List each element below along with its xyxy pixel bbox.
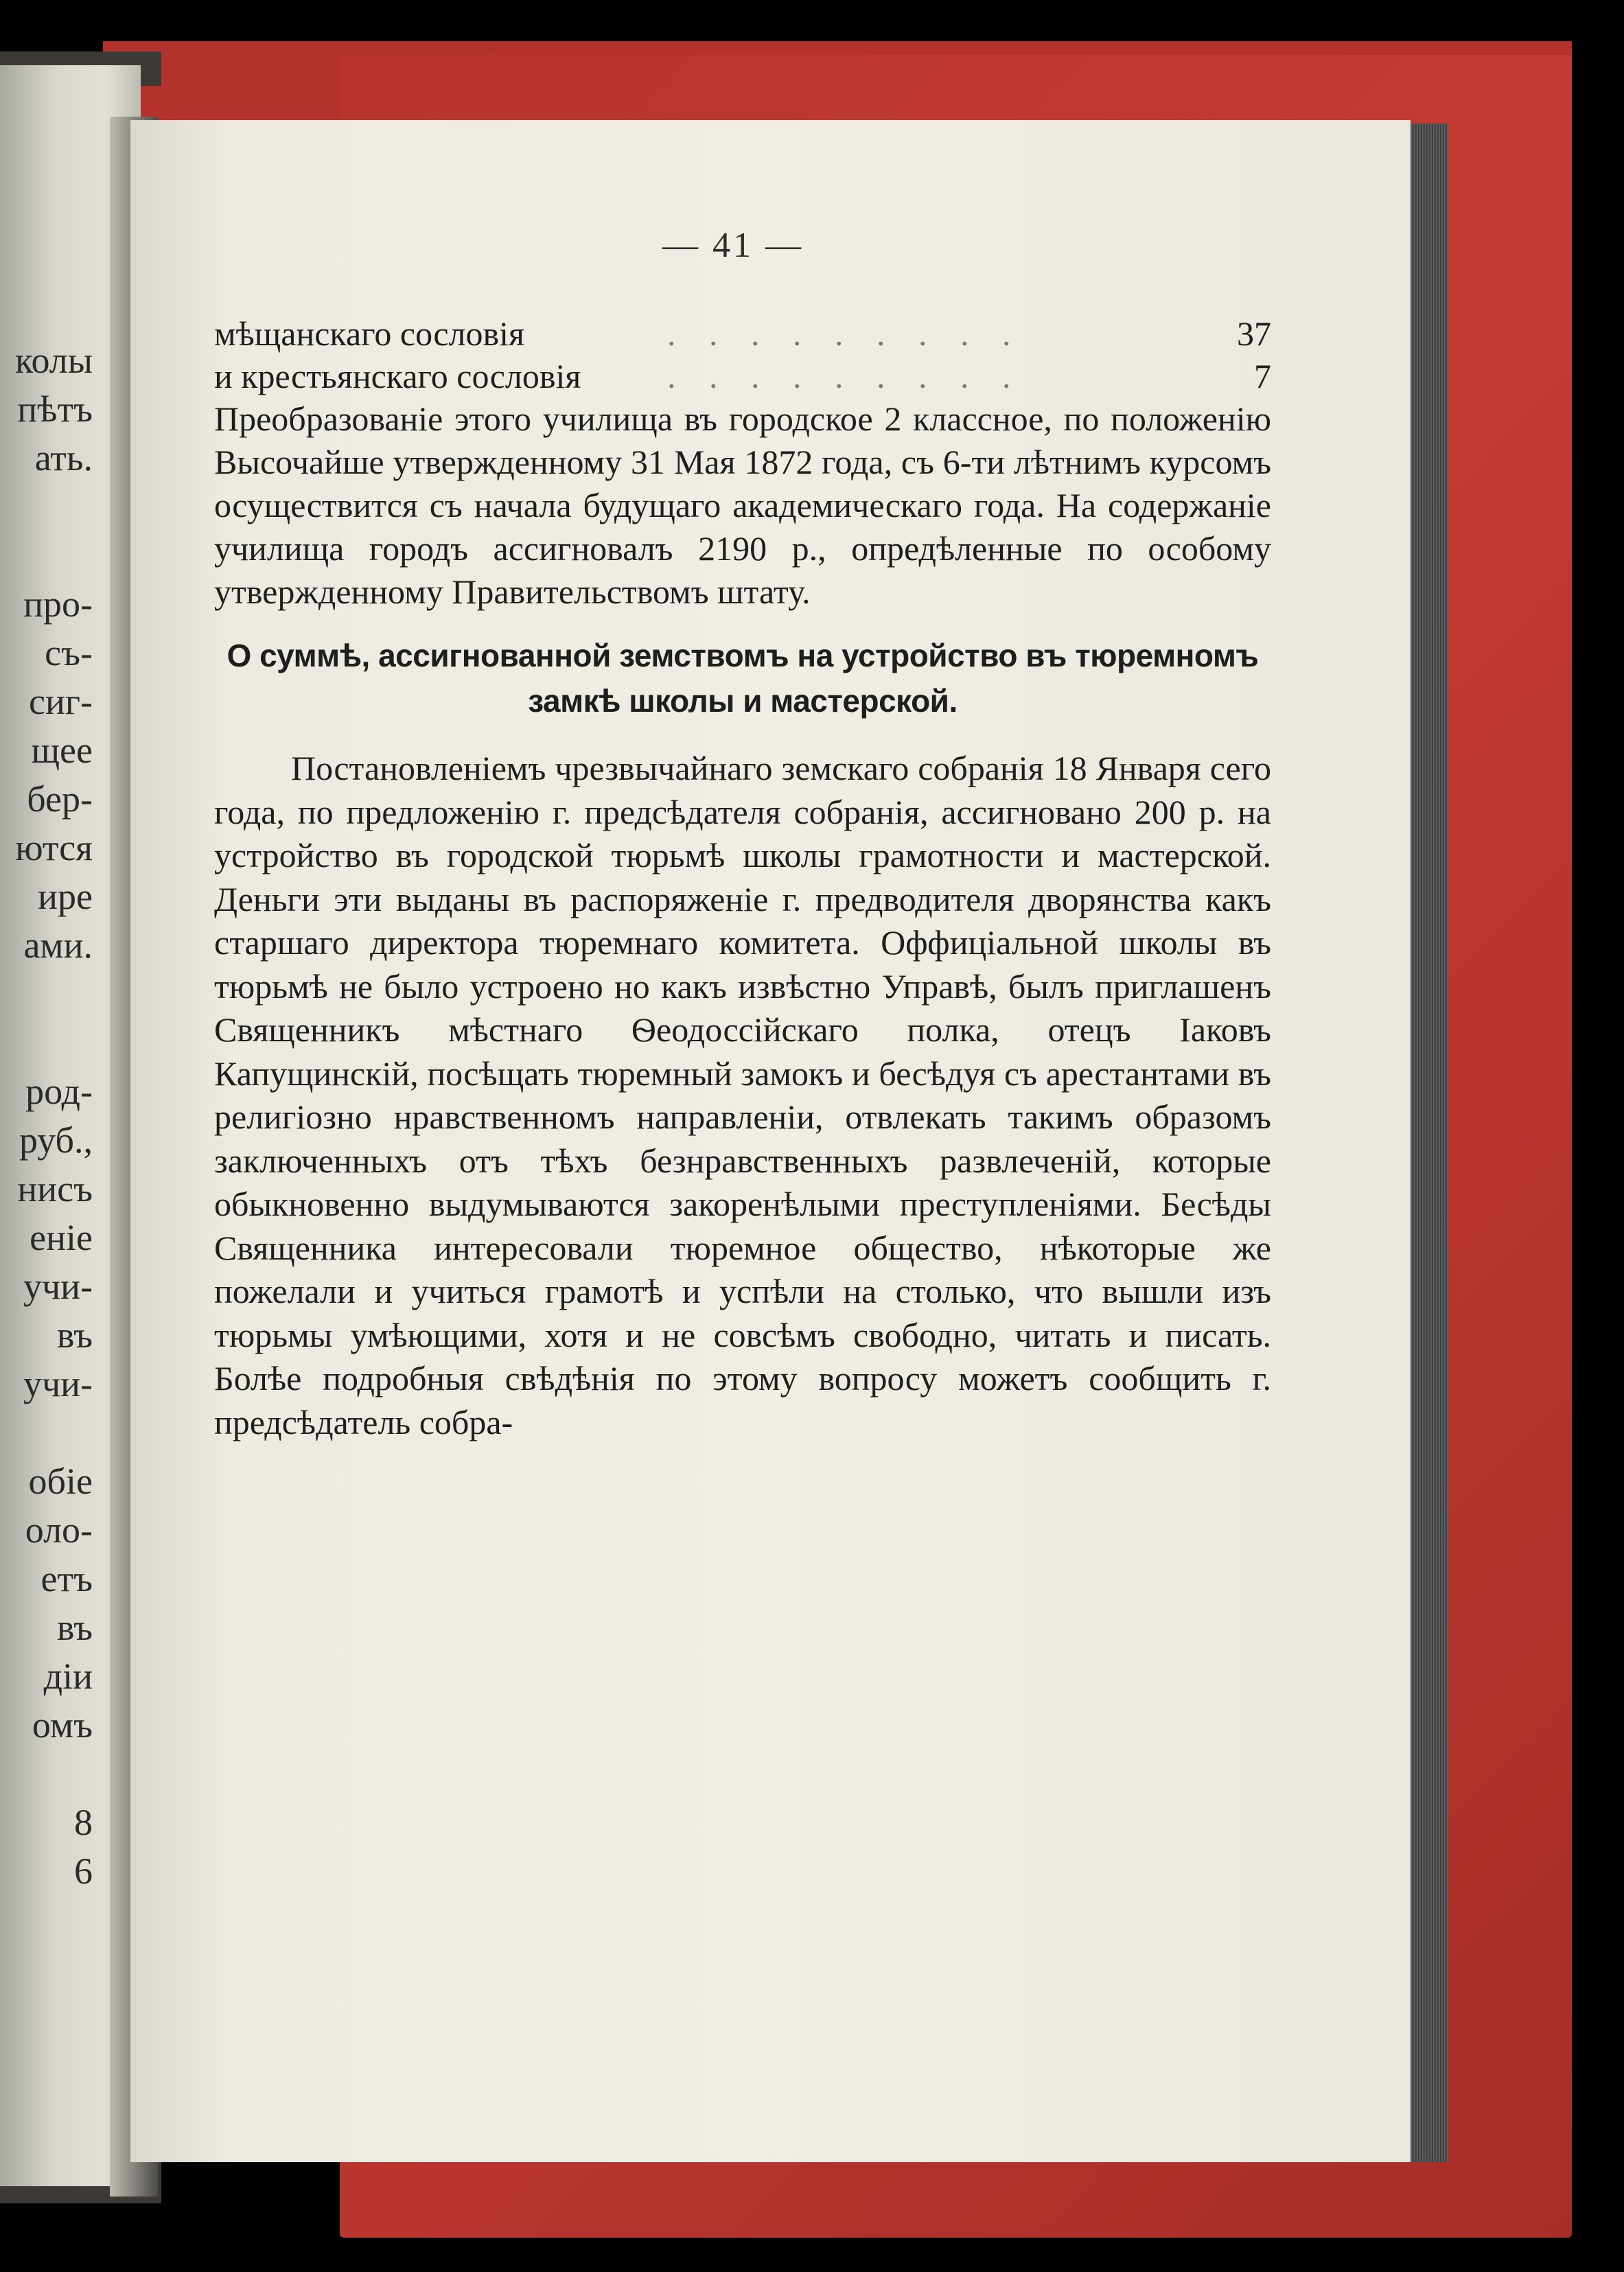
left-page-line: учи-: [23, 1266, 93, 1307]
left-page-line: [15, 1019, 93, 1067]
left-page-line: пѣтъ: [17, 389, 93, 430]
left-page-line: нисъ: [17, 1168, 93, 1209]
paragraph-prison-school: Постановленіемъ чрезвычайнаго земскаго собранія 18 Января сего года, по предложенію г. предсѣдателя собранія, ассигновано 200 р. на устройство въ городской тюрьмѣ школы грамотности и мастерской. Деньги эти выданы въ распоряженіе г. предводителя дворянства какъ старшаго директора тюремнаго комитета. Оффиціальной школы въ тюрьмѣ не было устроено но какъ извѣстно Управѣ, былъ приглашенъ Священникъ мѣстнаго Ѳеодоссійскаго полка, отецъ Іаковъ Капущинскій, посѣщать тюремный замокъ и бесѣдуя съ арестантами въ религіозно нравственномъ направленіи, отвлекать такимъ образомъ заключенныхъ отъ тѣхъ безнравственныхъ развлеченій, которые обыкновенно выдумываются закоренѣлыми преступленіями. Бесѣды Священника интересовали тюремное общество, нѣкоторые же пожелали и учиться грамотѣ и успѣли на столько, что вышли изъ тюрьмы умѣющими, хотя и не совсѣмъ свободно, читать и писать. Болѣе подробныя свѣдѣнія по этому вопросу можетъ сообщить г. предсѣдатель собра-: [214, 749, 1271, 1441]
left-page-line: 8: [74, 1802, 93, 1843]
left-page-line: оло-: [25, 1509, 93, 1551]
left-page-line: съ-: [45, 632, 93, 673]
left-page-line: колы: [14, 340, 93, 381]
page-edges: [1411, 124, 1448, 2162]
left-page-line: 6: [74, 1851, 93, 1892]
tally-label: и крестьянскаго сословія: [214, 357, 581, 395]
tally-label: мѣщанскаго сословія: [214, 314, 525, 353]
tally-row: [214, 355, 1271, 397]
left-page-line: ами.: [23, 925, 93, 966]
left-page-line: [15, 1750, 93, 1798]
left-page-line: сиг-: [29, 681, 93, 722]
left-page-line: еніе: [30, 1217, 93, 1258]
left-page-line: [15, 1409, 93, 1457]
left-page-line: ать.: [34, 437, 93, 478]
left-page-line: омъ: [32, 1704, 93, 1746]
left-page-text: [15, 336, 93, 1896]
left-page-line: щее: [31, 730, 93, 771]
left-page-line: ются: [15, 827, 93, 868]
left-page-line: обіе: [28, 1461, 93, 1502]
left-page-line: въ: [56, 1314, 93, 1356]
tally-value: 37: [1237, 314, 1271, 353]
tally-dots: . . . . . . . . .: [667, 357, 1023, 395]
tally-value: 7: [1254, 357, 1271, 395]
left-page-line: [15, 970, 93, 1019]
left-page-line: [15, 483, 93, 531]
section-heading: О суммѣ, ассигнованной земствомъ на устройство въ тюремномъ замкѣ школы и мастерской.: [227, 638, 1259, 719]
left-page-line: [15, 531, 93, 580]
tally-dots: . . . . . . . . .: [667, 314, 1023, 353]
left-page-line: про-: [23, 583, 93, 625]
tally-row: [214, 312, 1271, 355]
left-page-line: діи: [43, 1656, 93, 1697]
left-page-line: бер-: [27, 778, 93, 820]
left-page-line: учи-: [23, 1363, 93, 1404]
left-page-line: ире: [38, 876, 93, 917]
left-page-line: руб.,: [19, 1120, 93, 1161]
page-content: [214, 312, 1271, 1444]
paragraph-school-transformation: Преобразованіе этого училища въ городское 2 классное, по положенію Высочайше утвержденному 31 Мая 1872 года, съ 6-ти лѣтнимъ курсомъ осуществится съ начала будущаго академическаго года. На содержаніе училища городъ ассигновалъ 2190 р., опредѣленные по особому утвержденному Правительствомъ штату.: [214, 399, 1271, 611]
page-number: — 41 —: [662, 226, 804, 265]
left-page-line: въ: [56, 1607, 93, 1648]
left-page-line: етъ: [40, 1558, 93, 1599]
left-page-line: род-: [25, 1071, 93, 1112]
